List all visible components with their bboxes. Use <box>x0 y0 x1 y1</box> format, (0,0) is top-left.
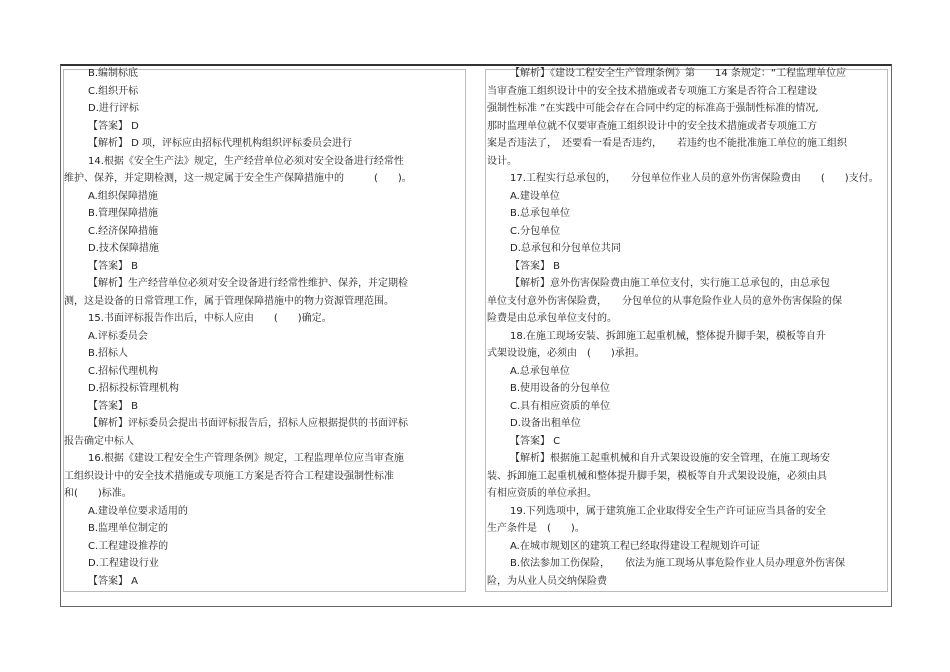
left-line: B.监理单位制定的 <box>88 523 169 534</box>
right-line: 【解析】《建设工程安全生产管理条例》第 14 条规定：“工程监理单位应 <box>510 68 847 79</box>
right-line: 强制性标准 ”在实践中可能会存在合同中约定的标准高于强制性标准的情况, <box>487 103 819 114</box>
left-line: A.组织保障措施 <box>88 191 158 202</box>
left-line: 【答案】 D <box>88 121 139 132</box>
left-line: 报告确定中标人 <box>64 436 134 447</box>
right-line: 装、拆卸施工起重机械和整体提升脚手架，模板等自升式架设设施，必须由具 <box>487 471 827 482</box>
right-line: 【答案】 C <box>510 436 561 447</box>
left-line: 工组织设计中的安全技术措施或专项施工方案是否符合工程建设强制性标准 <box>64 471 394 482</box>
left-line: 测，这是设备的日常管理工作，属于管理保障措施中的物力资源管理范围。 <box>64 296 394 307</box>
left-line: C.招标代理机构 <box>88 366 159 377</box>
right-line: 【解析】根据施工起重机械和自升式架设设施的安全管理，在施工现场安 <box>510 453 830 464</box>
right-line: 险费是由总承包单位支付的。 <box>487 313 617 324</box>
left-line: B.招标人 <box>88 348 129 359</box>
right-line: 当审查施工组织设计中的安全技术措施或者专项施工方案是否符合工程建设 <box>487 86 817 97</box>
right-line: A.总承包单位 <box>510 366 570 377</box>
right-line: C.具有相应资质的单位 <box>510 401 611 412</box>
left-line: B.管理保障措施 <box>88 208 159 219</box>
left-line: B.编制标底 <box>88 68 139 79</box>
right-line: A.在城市规划区的建筑工程已经取得建设工程规划许可证 <box>510 541 760 552</box>
right-line: 19.下列选项中，属于建筑施工企业取得安全生产许可证应当具备的安全 <box>510 506 826 517</box>
right-line: 【解析】意外伤害保险费由施工单位支付，实行施工总承包的，由总承包 <box>510 278 830 289</box>
right-line: D.设备出租单位 <box>510 418 581 429</box>
left-line: 【解析】评标委员会提出书面评标报告后，招标人应根据提供的书面评标 <box>88 418 408 429</box>
left-line: 【答案】 B <box>88 261 139 272</box>
left-line: D.进行评标 <box>88 103 139 114</box>
right-line: 单位支付意外伤害保险费， 分包单位的从事危险作业人员的意外伤害保险的保 <box>487 296 842 307</box>
left-line: D.招标投标管理机构 <box>88 383 179 394</box>
right-line: B.总承包单位 <box>510 208 571 219</box>
left-line: 14.根据《安全生产法》规定，生产经营单位必须对安全设备进行经常性 <box>88 156 404 167</box>
left-line: 【答案】 B <box>88 401 139 412</box>
left-line: D.工程建设行业 <box>88 558 159 569</box>
right-line: 式架设设施，必须由 ( )承担。 <box>487 348 645 359</box>
left-line: 和( )标准。 <box>64 488 132 499</box>
right-line: C.分包单位 <box>510 226 561 237</box>
left-line: D.技术保障措施 <box>88 243 159 254</box>
right-line: B.使用设备的分包单位 <box>510 383 611 394</box>
right-line: 有相应资质的单位承担。 <box>487 488 597 499</box>
left-line: C.工程建设推荐的 <box>88 541 169 552</box>
right-line: 生产条件是 ( )。 <box>487 523 585 534</box>
right-line: 那时监理单位就不仅要审查施工组织设计中的安全技术措施或者专项施工方 <box>487 121 817 132</box>
left-line: A.建设单位要求适用的 <box>88 506 188 517</box>
right-line: 18.在施工现场安装、拆卸施工起重机械，整体提升脚手架，模板等自升 <box>510 331 826 342</box>
left-line: 【解析】生产经营单位必须对安全设备进行经常性维护、保养，并定期检 <box>88 278 408 289</box>
right-line: 17.工程实行总承包的， 分包单位作业人员的意外伤害保险费由 ( )支付。 <box>510 173 879 184</box>
left-line: 【解析】 D 项，评标应由招标代理机构组织评标委员会进行 <box>88 138 353 149</box>
left-line: A.评标委员会 <box>88 331 148 342</box>
right-line: A.建设单位 <box>510 191 560 202</box>
right-line: B.依法参加工伤保险， 依法为施工现场从事危险作业人员办理意外伤害保 <box>510 558 846 569</box>
right-line: 【答案】 B <box>510 261 561 272</box>
left-line: C.经济保障措施 <box>88 226 159 237</box>
left-line: 【答案】 A <box>88 576 139 587</box>
right-line: 案是否违法了， 还要看一看是否违约， 若违约也不能批准施工单位的施工组织 <box>487 138 847 149</box>
left-line: C.组织开标 <box>88 86 139 97</box>
left-line: 维护、保养，并定期检测，这一规定属于安全生产保障措施中的 ( )。 <box>64 173 412 184</box>
right-line: 设计。 <box>487 156 517 167</box>
right-line: 险，为从业人员交纳保险费 <box>487 576 607 587</box>
left-line: 15.书面评标报告作出后，中标人应由 ( )确定。 <box>88 313 332 324</box>
right-line: D.总承包和分包单位共同 <box>510 243 621 254</box>
left-line: 16.根据《建设工程安全生产管理条例》规定，工程监理单位应当审查施 <box>88 453 404 464</box>
